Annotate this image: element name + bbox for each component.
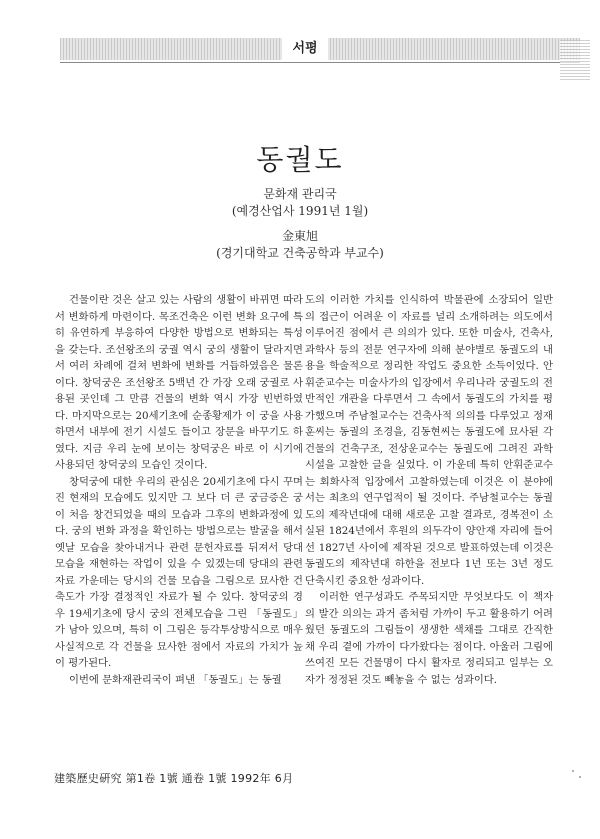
author-name: 金東旭 [281,229,318,243]
body-paragraph: 건물이란 것은 살고 있는 사람의 생활이 바뀌면 따라서 변화하게 마련이다. 목조건축은 이런 변화 요구에 특히 유연하게 부응하여 다양한 방법으로 변화되는 특성을 갖는다. 조선왕조의 궁궐 역시 궁의 생활이 달라지면서 여러 차례에 걸쳐 변화에 변화를 거듭하였음은 물론이다. 창덕궁은 조선왕조 5백년 간 가장 오래 궁궐로 사용된 곳인데 그 만큼 건물의 변화 역시 가장 빈번하였다. 마지막으로는 20세기초에 순종황제가 이 궁을 사용하면서 내부에 전기 시설도 들이고 장문을 바꾸기도 하였다. 지금 우리 눈에 보이는 창덕궁은 바로 이 시기에 사용되던 창덕궁의 모습인 것이다. [55,294,303,471]
section-header-rule [60,62,580,63]
body-paragraph: 창덕궁에 대한 우리의 관심은 20세기초에 다시 꾸며진 현재의 모습에도 있지만 그 보다 더 큰 궁금증은 궁이 처음 창건되었을 때의 모습과 그후의 변화과정에 있다. 궁의 변화 과정을 확인하는 방법으로는 발굴을 해서 옛날 모습을 찾아내거나 관련 문헌자료를 뒤져서 당대 모습을 재현하는 작업이 있을 수 있겠는데 당대의 관련 자료 가운데는 당시의 건물 모습을 그림으로 묘사한 건축도가 가장 결정적인 자료가 될 수 있다. 창덕궁의 경우 19세기초에 당시 궁의 전체모습을 그린 「동궐도」가 남아 있으며, 특히 이 그림은 등각투상방식으로 매우 사실적으로 각 건물을 묘사한 점에서 자료의 가치가 높이 평가된다. [55,475,303,669]
scan-corner-mark [560,40,590,80]
body-paragraph: 이러한 연구성과도 주목되지만 무엇보다도 이 책자의 발간 의의는 과거 좀처럼 가까이 두고 활용하기 어려웠던 동궐도의 그림들이 생생한 색채를 그대로 간직한 채 우리 곁에 가까이 다가왔다는 점이다. 아울러 그림에 쓰여진 모든 건물명이 다시 활자로 정리되고 일부는 오자가 정정된 것도 빼놓을 수 없는 성과이다. [305,591,553,686]
body-paragraph: 이번에 문화재관리국이 펴낸 「동궐도」는 동궐 [69,673,282,686]
body-column-left [55,292,303,688]
section-label: 서평 [282,37,328,61]
scan-speck [579,776,581,778]
author-affiliation: (경기대학교 건축공학과 부교수) [216,246,384,260]
scan-speck [572,770,574,772]
body-paragraph: 도의 이러한 가치를 인식하여 박물관에 소장되어 일반의 접근이 어려운 이 자료를 널리 소개하려는 의도에서 이루어진 점에서 큰 의의가 있다. 또한 미술사, 건축사, 과학사 등의 전문 연구자에 의해 분야별로 동궐도의 내용을 학술적으로 정리한 작업도 중요한 소득이었다. 안휘준교수는 미술사가의 입장에서 우리나라 궁궐도의 전반적인 개관을 다루면서 그 속에서 동궐도의 가치를 평가했으며 주남철교수는 건축사적 의의를 다루었고 정재훈씨는 동궐의 조경을, 김동현씨는 동궐도에 묘사된 각 건물의 건축구조, 전상운교수는 동궐도에 그려진 과학시설을 고찰한 글을 실었다. 이 가운데 특히 안휘준교수는 회화사적 입장에서 고찰하였는데 이것은 이 분야에서는 최초의 연구업적이 될 것이다. 주남철교수는 동궐도의 제작년대에 대해 새로운 고찰 결과로, 경복전이 소실된 1824년에서 후원의 의두각이 양안재 자리에 들어선 1827년 사이에 제작된 것으로 발표하였는데 이것은 동궐도의 제작년대 하한을 전보다 1년 또는 3년 정도 단축시킨 중요한 성과이다. [305,294,553,587]
body-column-right [305,292,553,688]
publisher: 문화재 관리국 [263,187,337,201]
article-title: 동궐도 [256,143,344,176]
journal-citation: 建築歷史硏究 第1卷 1號 通卷 1號 1992年 6月 [54,772,294,785]
publication-info: (예경산업사 1991년 1월) [231,204,369,218]
